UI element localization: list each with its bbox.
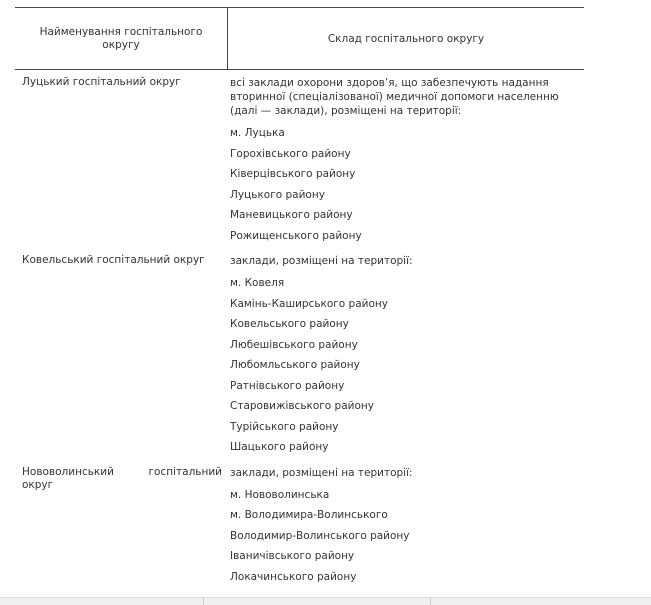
territory-item: Любешівського району	[230, 338, 358, 351]
district-composition	[230, 466, 584, 588]
table-row	[15, 466, 584, 588]
table-body	[15, 70, 584, 587]
table-row	[15, 76, 584, 246]
district-name: Ковельський госпітальний округ	[22, 254, 205, 266]
territory-item: м. Володимира-Волинського	[230, 509, 388, 521]
hospital-districts-table	[15, 7, 584, 587]
territory-item: Турійського району	[230, 420, 339, 433]
territory-item: Луцького району	[230, 188, 325, 201]
district-name: Луцький госпітальний округ	[22, 76, 181, 88]
territory-item: Володимир-Волинського району	[230, 529, 410, 542]
table-header	[15, 7, 584, 70]
composition-intro: заклади, розміщені на території:	[230, 466, 413, 479]
territory-item: Ківерцівського району	[230, 168, 356, 180]
district-composition	[230, 76, 584, 246]
territory-item: м. Нововолинська	[230, 488, 330, 501]
territory-item: Локачинського району	[230, 570, 357, 583]
territory-item: Любомльського району	[230, 359, 360, 371]
header-district-composition: Склад госпітального округу	[327, 32, 485, 45]
territory-item: м. Луцька	[230, 127, 285, 139]
header-district-name: Найменування госпітального округу	[15, 8, 228, 69]
territory-item: Горохівського району	[230, 147, 351, 160]
table-row	[15, 254, 584, 458]
territory-item: Маневицького району	[230, 209, 353, 221]
district-name: Нововолинський госпітальний округ	[22, 465, 222, 491]
territory-item: Іваничівського району	[230, 550, 355, 562]
territory-item: Старовижівського району	[230, 400, 374, 412]
territory-item: м. Ковеля	[230, 277, 285, 289]
composition-intro: заклади, розміщені на території:	[230, 255, 413, 267]
territory-item: Ратнівського району	[230, 379, 345, 392]
territory-item: Камінь-Каширського району	[230, 297, 388, 310]
territory-item: Шацького району	[230, 441, 329, 453]
composition-intro: всі заклади охорони здоров’я, що забезпечують надання вторинної (спеціалізованої) медичної допомоги населенню (далі — заклади), розміщені на території:	[230, 77, 559, 117]
territory-item: Рожищенського району	[230, 229, 362, 242]
territory-item: Ковельського району	[230, 318, 349, 330]
district-composition	[230, 254, 584, 458]
